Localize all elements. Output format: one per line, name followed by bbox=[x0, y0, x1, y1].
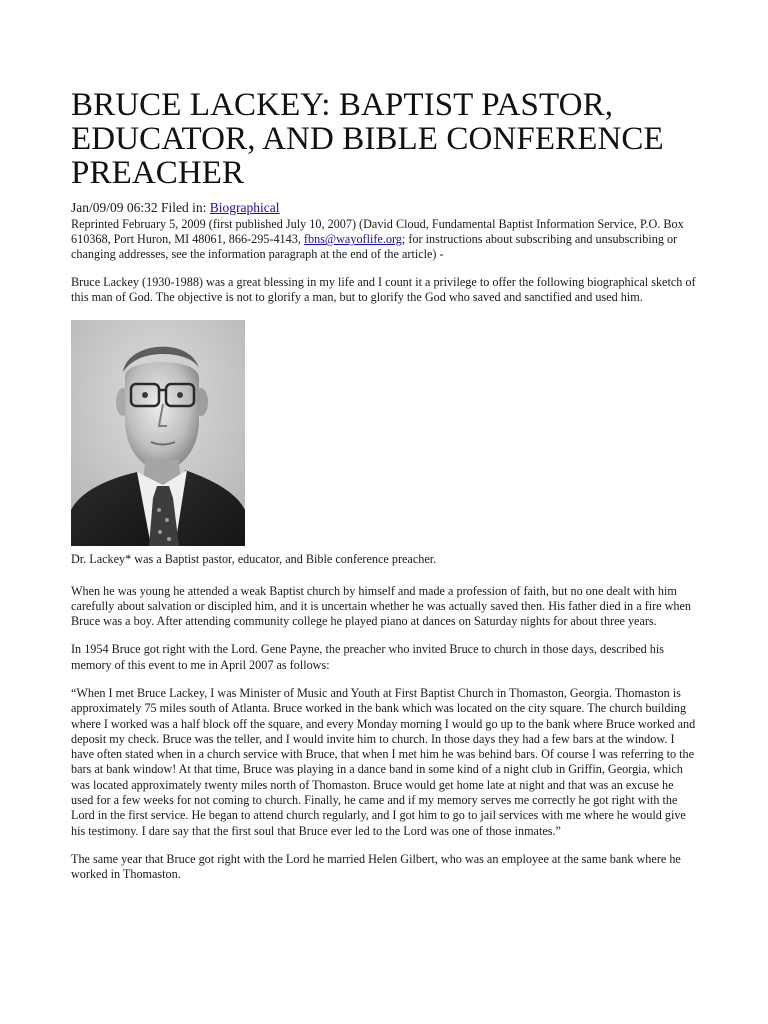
email-link[interactable]: fbns@wayoflife.org bbox=[303, 232, 402, 247]
article bbox=[71, 88, 701, 883]
quote-paragraph: “When I met Bruce Lackey, I was Minister of Music and Youth at First Baptist Church in Thomaston, Georgia. Thomaston is approximately 75 miles south of Atlanta. Bruce worked in the bank which was located on the city square. The church building where I worked was a half block off the square, and every Monday morning I would go up to the bank where Bruce worked and deposit my check. Bruce was the teller, and I would invite him to church. In those days they had a few bars at the window. I have often stated when in a church service with Bruce, that when I met him he was behind bars. Of course I was referring to the bars at bank window! At that time, Bruce was playing in a dance band in some kind of a night club in Griffin, Georgia, which was located approximately twenty miles north of Thomaston. Bruce would get home late at night and that was an excuse he used for a few weeks for not coming to church. Finally, he came and if my memory serves me correctly he got right with the Lord in the first service. He began to attend church regularly, and I got him to go to jail services with me where he would give his testimony. I dare say that the first soul that Bruce ever led to the Lord was one of those inmates.” bbox=[71, 685, 696, 838]
article-title: BRUCE LACKEY: BAPTIST PASTOR, EDUCATOR, AND BIBLE CONFERENCE PREACHER bbox=[71, 87, 664, 191]
body-paragraph-2: In 1954 Bruce got right with the Lord. Gene Payne, the preacher who invited Bruce to church in those days, described his memory of this event to me in April 2007 as follows: bbox=[71, 642, 664, 672]
category-link[interactable]: Biographical bbox=[209, 200, 280, 215]
photo-caption: Dr. Lackey* was a Baptist pastor, educator, and Bible conference preacher. bbox=[71, 552, 437, 567]
portrait-illustration bbox=[71, 320, 245, 546]
reprint-notice bbox=[71, 217, 696, 263]
body-paragraph-1: When he was young he attended a weak Baptist church by himself and made a profession of faith, but no one dealt with him carefully about salvation or discipled him, and it is uncertain whether he was actually saved then. His father died in a fire when Bruce was a boy. After attending community college he played piano at dances on Saturday nights for about three years. bbox=[71, 583, 692, 629]
reprint-text-end: ; for instructions about subscribing and unsubscribing or changing addresses, see the information paragraph at the end of the article) - bbox=[71, 232, 678, 262]
portrait-photo bbox=[71, 320, 245, 546]
body-paragraph-3: The same year that Bruce got right with the Lord he married Helen Gilbert, who was an employee at the same bank where he worked in Thomaston. bbox=[71, 851, 681, 882]
reprint-text: Reprinted February 5, 2009 (first published July 10, 2007) (David Cloud, Fundamental Baptist Information Service, P.O. Box 610368, Port Huron, MI 48061, 866-295-4143, bbox=[71, 217, 684, 247]
article-meta bbox=[71, 200, 701, 216]
article-date: Jan/09/09 06:32 bbox=[71, 200, 158, 215]
filed-in-label: Filed in: bbox=[161, 200, 207, 215]
intro-paragraph: Bruce Lackey (1930-1988) was a great blessing in my life and I count it a privilege to offer the following biographical sketch of this man of God. The objective is not to glorify a man, but to glorify the God who saved and sanctified and used him. bbox=[71, 274, 696, 304]
